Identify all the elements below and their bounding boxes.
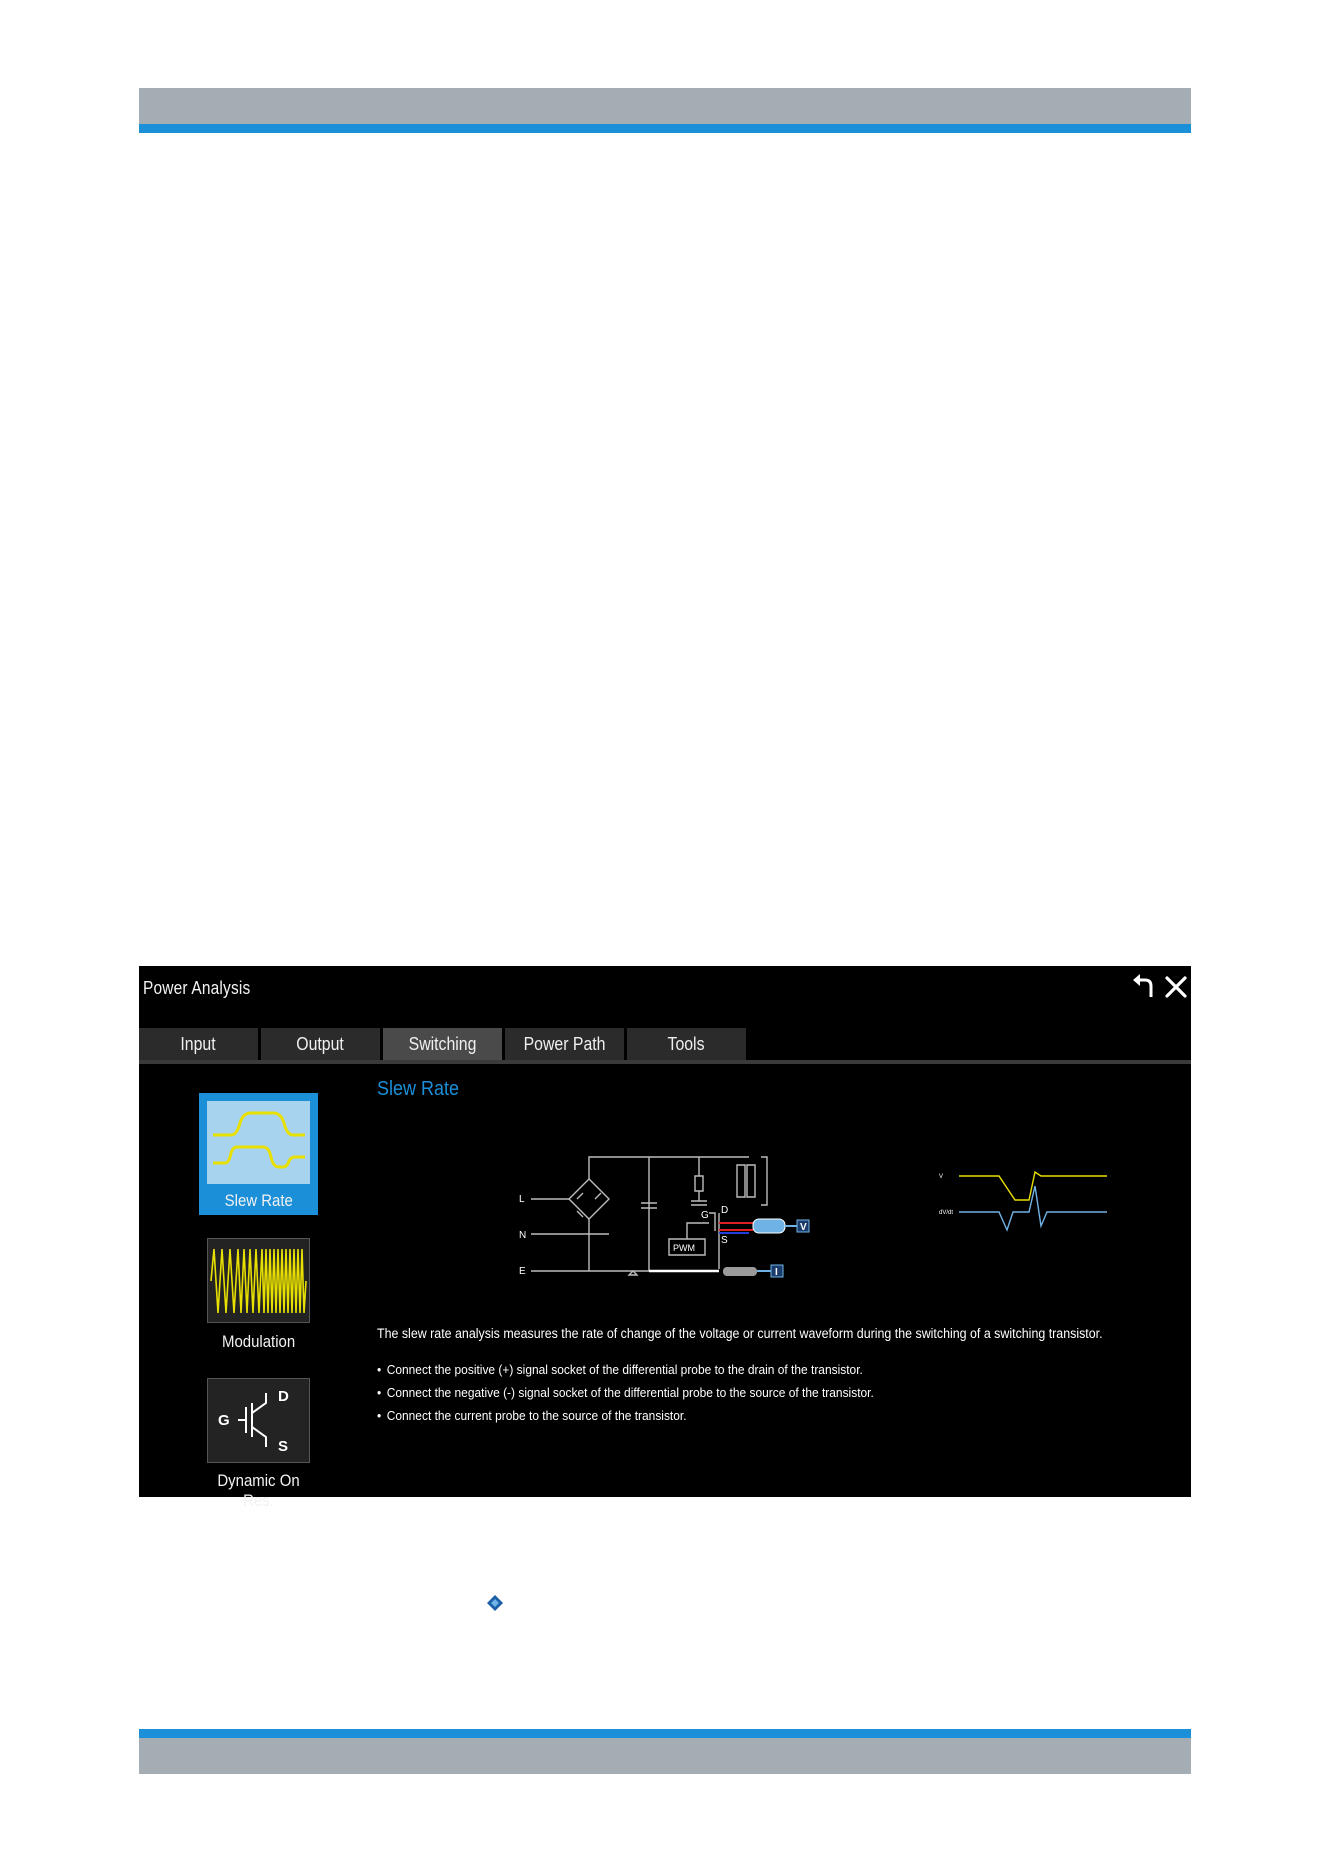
svg-text:E: E: [519, 1266, 526, 1277]
tab-input[interactable]: Input: [139, 1028, 258, 1060]
page-header-line: [139, 124, 1191, 133]
diamond-icon: [486, 1594, 504, 1612]
tab-tools[interactable]: Tools: [627, 1028, 746, 1060]
svg-text:PWM: PWM: [673, 1243, 695, 1253]
tab-switching[interactable]: Switching: [383, 1028, 502, 1060]
transistor-icon: [207, 1378, 310, 1463]
svg-text:S: S: [278, 1438, 289, 1455]
circuit-diagram: [509, 1151, 819, 1296]
close-icon: [1161, 972, 1191, 1002]
list-item: • Connect the positive (+) signal socket of the differential probe to the drain of the transistor.: [377, 1358, 874, 1381]
svg-text:D: D: [721, 1205, 729, 1216]
list-item: • Connect the negative (-) signal socket of the differential probe to the source of the transistor.: [377, 1381, 874, 1404]
sidebar-item-slew-rate[interactable]: [199, 1093, 318, 1215]
waveform-preview: [939, 1166, 1119, 1236]
sidebar-item-modulation[interactable]: [199, 1238, 318, 1368]
svg-text:L: L: [519, 1194, 525, 1205]
description-text: The slew rate analysis measures the rate of change of the voltage or current waveform during the switching of a switching transistor.: [377, 1326, 1103, 1341]
svg-text:G: G: [701, 1210, 709, 1221]
sidebar-item-label: Modulation: [221, 1332, 296, 1351]
slew-rate-icon: [207, 1101, 310, 1184]
svg-text:I: I: [775, 1267, 778, 1278]
svg-text:V: V: [939, 1174, 944, 1180]
tab-power-path[interactable]: Power Path: [505, 1028, 624, 1060]
svg-text:S: S: [721, 1235, 728, 1246]
list-item: • Connect the current probe to the source of the transistor.: [377, 1404, 874, 1427]
svg-text:D: D: [278, 1388, 289, 1405]
svg-text:G: G: [218, 1412, 230, 1429]
dialog-title: Power Analysis: [143, 978, 251, 998]
tab-bar: [139, 1028, 1191, 1060]
undo-icon: [1129, 972, 1159, 1002]
close-button[interactable]: [1161, 972, 1191, 1002]
tab-divider: [139, 1060, 1191, 1064]
tab-output[interactable]: Output: [261, 1028, 380, 1060]
page-footer-line: [139, 1729, 1191, 1738]
sidebar-item-label: Slew Rate: [224, 1191, 293, 1210]
section-title: Slew Rate: [377, 1078, 460, 1100]
page-footer-bar: [139, 1738, 1191, 1774]
svg-text:N: N: [519, 1230, 527, 1241]
sidebar-item-dynamic-on-res[interactable]: [199, 1378, 318, 1510]
svg-text:dV/dt: dV/dt: [939, 1210, 954, 1216]
instruction-list: [377, 1358, 917, 1427]
sidebar-item-label: Dynamic On Res.: [217, 1471, 300, 1510]
svg-text:V: V: [800, 1222, 807, 1233]
power-analysis-dialog: [139, 966, 1191, 1510]
undo-button[interactable]: [1129, 972, 1159, 1002]
modulation-icon: [207, 1238, 310, 1323]
page-header-bar: [139, 88, 1191, 124]
